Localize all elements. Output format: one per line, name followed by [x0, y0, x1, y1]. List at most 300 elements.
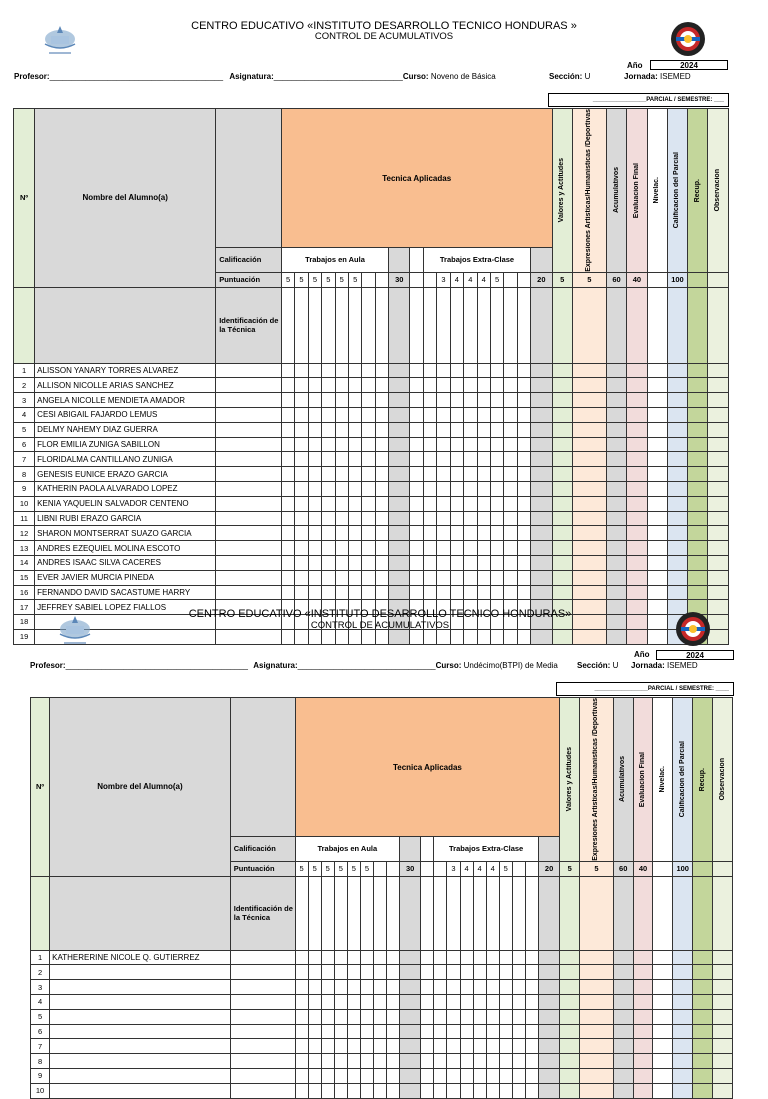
grade-cell[interactable]	[633, 980, 653, 995]
grade-cell[interactable]	[437, 570, 450, 585]
identificacion-cell[interactable]	[437, 287, 450, 363]
grade-cell[interactable]	[490, 378, 503, 393]
grade-cell[interactable]	[360, 1039, 373, 1054]
parcial-semestre-field[interactable]: ________________PARCIAL / SEMESTRE: ____	[556, 682, 734, 696]
grade-cell[interactable]	[613, 950, 633, 965]
grade-cell[interactable]	[348, 393, 361, 408]
grade-cell[interactable]	[627, 437, 647, 452]
grade-cell[interactable]	[525, 994, 538, 1009]
grade-cell[interactable]	[295, 585, 308, 600]
grade-cell[interactable]	[447, 980, 460, 995]
grade-cell[interactable]	[308, 407, 321, 422]
grade-cell[interactable]	[504, 407, 517, 422]
grade-cell[interactable]	[477, 407, 490, 422]
grade-cell[interactable]	[216, 437, 282, 452]
grade-cell[interactable]	[281, 570, 294, 585]
grade-cell[interactable]	[477, 437, 490, 452]
grade-cell[interactable]	[347, 1024, 360, 1039]
grade-cell[interactable]	[688, 407, 708, 422]
grade-cell[interactable]	[347, 1039, 360, 1054]
grade-cell[interactable]	[460, 980, 473, 995]
grade-cell[interactable]	[308, 994, 321, 1009]
grade-cell[interactable]	[708, 481, 729, 496]
grade-cell[interactable]	[437, 393, 450, 408]
grade-cell[interactable]	[499, 1039, 512, 1054]
grade-cell[interactable]	[517, 422, 530, 437]
grade-cell[interactable]	[490, 496, 503, 511]
grade-cell[interactable]	[437, 437, 450, 452]
grade-cell[interactable]	[606, 437, 626, 452]
grade-cell[interactable]	[335, 555, 348, 570]
grade-cell[interactable]	[389, 363, 410, 378]
grade-cell[interactable]	[477, 481, 490, 496]
grade-cell[interactable]	[322, 585, 335, 600]
grade-cell[interactable]	[447, 994, 460, 1009]
grade-cell[interactable]	[375, 378, 388, 393]
grade-cell[interactable]	[335, 422, 348, 437]
grade-cell[interactable]	[693, 1009, 713, 1024]
grade-cell[interactable]	[512, 965, 525, 980]
grade-cell[interactable]	[230, 1068, 295, 1083]
grade-cell[interactable]	[437, 511, 450, 526]
grade-cell[interactable]	[423, 526, 436, 541]
grade-cell[interactable]	[423, 393, 436, 408]
grade-cell[interactable]	[400, 980, 421, 995]
grade-cell[interactable]	[713, 1009, 733, 1024]
grade-cell[interactable]	[708, 422, 729, 437]
grade-cell[interactable]	[552, 481, 572, 496]
grade-cell[interactable]	[531, 363, 552, 378]
grade-cell[interactable]	[295, 437, 308, 452]
grade-cell[interactable]	[450, 393, 463, 408]
grade-cell[interactable]	[606, 363, 626, 378]
grade-cell[interactable]	[464, 541, 477, 556]
grade-cell[interactable]	[688, 526, 708, 541]
grade-cell[interactable]	[387, 1039, 400, 1054]
grade-cell[interactable]	[281, 422, 294, 437]
grade-cell[interactable]	[308, 452, 321, 467]
grade-cell[interactable]	[447, 1039, 460, 1054]
grade-cell[interactable]	[348, 496, 361, 511]
grade-cell[interactable]	[389, 496, 410, 511]
grade-cell[interactable]	[525, 1009, 538, 1024]
grade-cell[interactable]	[531, 437, 552, 452]
grade-cell[interactable]	[464, 555, 477, 570]
grade-cell[interactable]	[216, 407, 282, 422]
grade-cell[interactable]	[216, 481, 282, 496]
grade-cell[interactable]	[688, 363, 708, 378]
grade-cell[interactable]	[477, 467, 490, 482]
grade-cell[interactable]	[517, 496, 530, 511]
grade-cell[interactable]	[572, 452, 606, 467]
grade-cell[interactable]	[308, 422, 321, 437]
grade-cell[interactable]	[400, 1068, 421, 1083]
grade-cell[interactable]	[531, 467, 552, 482]
grade-cell[interactable]	[517, 393, 530, 408]
grade-cell[interactable]	[281, 407, 294, 422]
grade-cell[interactable]	[308, 965, 321, 980]
grade-cell[interactable]	[477, 541, 490, 556]
grade-cell[interactable]	[647, 437, 667, 452]
grade-cell[interactable]	[486, 1068, 499, 1083]
grade-cell[interactable]	[308, 437, 321, 452]
grade-cell[interactable]	[627, 378, 647, 393]
grade-cell[interactable]	[437, 422, 450, 437]
grade-cell[interactable]	[708, 363, 729, 378]
grade-cell[interactable]	[572, 585, 606, 600]
grade-cell[interactable]	[335, 467, 348, 482]
grade-cell[interactable]	[348, 555, 361, 570]
grade-cell[interactable]	[713, 994, 733, 1009]
grade-cell[interactable]	[375, 407, 388, 422]
grade-cell[interactable]	[308, 980, 321, 995]
grade-cell[interactable]	[387, 1083, 400, 1098]
grade-cell[interactable]	[517, 378, 530, 393]
grade-cell[interactable]	[688, 511, 708, 526]
grade-cell[interactable]	[606, 526, 626, 541]
grade-cell[interactable]	[281, 481, 294, 496]
grade-cell[interactable]	[334, 994, 347, 1009]
grade-cell[interactable]	[216, 467, 282, 482]
grade-cell[interactable]	[560, 1083, 580, 1098]
grade-cell[interactable]	[375, 496, 388, 511]
grade-cell[interactable]	[688, 452, 708, 467]
profesor-blank[interactable]: _________________________________________	[65, 661, 248, 670]
grade-cell[interactable]	[572, 481, 606, 496]
grade-cell[interactable]	[552, 422, 572, 437]
grade-cell[interactable]	[308, 1054, 321, 1069]
grade-cell[interactable]	[580, 965, 614, 980]
grade-cell[interactable]	[473, 1054, 486, 1069]
grade-cell[interactable]	[464, 452, 477, 467]
grade-cell[interactable]	[473, 965, 486, 980]
grade-cell[interactable]	[504, 526, 517, 541]
grade-cell[interactable]	[308, 1024, 321, 1039]
grade-cell[interactable]	[389, 452, 410, 467]
grade-cell[interactable]	[653, 1068, 673, 1083]
grade-cell[interactable]	[373, 1024, 386, 1039]
grade-cell[interactable]	[647, 422, 667, 437]
grade-cell[interactable]	[499, 1024, 512, 1039]
grade-cell[interactable]	[580, 1054, 614, 1069]
grade-cell[interactable]	[295, 496, 308, 511]
grade-cell[interactable]	[322, 467, 335, 482]
grade-cell[interactable]	[216, 555, 282, 570]
grade-cell[interactable]	[606, 422, 626, 437]
grade-cell[interactable]	[580, 1024, 614, 1039]
grade-cell[interactable]	[633, 1054, 653, 1069]
grade-cell[interactable]	[216, 511, 282, 526]
grade-cell[interactable]	[486, 950, 499, 965]
grade-cell[interactable]	[606, 585, 626, 600]
grade-cell[interactable]	[447, 1068, 460, 1083]
grade-cell[interactable]	[531, 526, 552, 541]
grade-cell[interactable]	[373, 980, 386, 995]
grade-cell[interactable]	[335, 585, 348, 600]
grade-cell[interactable]	[400, 1083, 421, 1098]
grade-cell[interactable]	[389, 526, 410, 541]
grade-cell[interactable]	[334, 1083, 347, 1098]
grade-cell[interactable]	[389, 378, 410, 393]
grade-cell[interactable]	[230, 994, 295, 1009]
grade-cell[interactable]	[673, 1083, 693, 1098]
grade-cell[interactable]	[572, 363, 606, 378]
grade-cell[interactable]	[486, 965, 499, 980]
grade-cell[interactable]	[347, 965, 360, 980]
grade-cell[interactable]	[230, 1083, 295, 1098]
grade-cell[interactable]	[708, 541, 729, 556]
grade-cell[interactable]	[538, 994, 559, 1009]
grade-cell[interactable]	[464, 363, 477, 378]
grade-cell[interactable]	[375, 526, 388, 541]
grade-cell[interactable]	[504, 496, 517, 511]
grade-cell[interactable]	[321, 1009, 334, 1024]
grade-cell[interactable]	[230, 950, 295, 965]
grade-cell[interactable]	[560, 965, 580, 980]
grade-cell[interactable]	[308, 1068, 321, 1083]
grade-cell[interactable]	[572, 467, 606, 482]
grade-cell[interactable]	[437, 555, 450, 570]
grade-cell[interactable]	[613, 1024, 633, 1039]
grade-cell[interactable]	[512, 1039, 525, 1054]
grade-cell[interactable]	[373, 1068, 386, 1083]
grade-cell[interactable]	[295, 1083, 308, 1098]
grade-cell[interactable]	[362, 481, 375, 496]
grade-cell[interactable]	[281, 452, 294, 467]
grade-cell[interactable]	[321, 1083, 334, 1098]
grade-cell[interactable]	[360, 1024, 373, 1039]
grade-cell[interactable]	[613, 1068, 633, 1083]
grade-cell[interactable]	[389, 422, 410, 437]
grade-cell[interactable]	[606, 407, 626, 422]
grade-cell[interactable]	[473, 950, 486, 965]
grade-cell[interactable]	[347, 994, 360, 1009]
identificacion-cell[interactable]	[308, 876, 321, 950]
grade-cell[interactable]	[348, 481, 361, 496]
grade-cell[interactable]	[490, 363, 503, 378]
grade-cell[interactable]	[464, 585, 477, 600]
grade-cell[interactable]	[667, 541, 687, 556]
grade-cell[interactable]	[423, 467, 436, 482]
asignatura-blank[interactable]: _____________________________	[273, 72, 403, 81]
grade-cell[interactable]	[673, 1039, 693, 1054]
grade-cell[interactable]	[708, 393, 729, 408]
grade-cell[interactable]	[295, 422, 308, 437]
grade-cell[interactable]	[437, 585, 450, 600]
grade-cell[interactable]	[308, 481, 321, 496]
grade-cell[interactable]	[647, 555, 667, 570]
grade-cell[interactable]	[434, 980, 447, 995]
grade-cell[interactable]	[460, 1024, 473, 1039]
grade-cell[interactable]	[647, 393, 667, 408]
grade-cell[interactable]	[627, 555, 647, 570]
identificacion-cell[interactable]	[490, 287, 503, 363]
grade-cell[interactable]	[517, 526, 530, 541]
grade-cell[interactable]	[560, 994, 580, 1009]
grade-cell[interactable]	[295, 1009, 308, 1024]
grade-cell[interactable]	[400, 950, 421, 965]
grade-cell[interactable]	[362, 437, 375, 452]
grade-cell[interactable]	[477, 526, 490, 541]
identificacion-cell[interactable]	[387, 876, 400, 950]
grade-cell[interactable]	[423, 437, 436, 452]
grade-cell[interactable]	[335, 378, 348, 393]
grade-cell[interactable]	[322, 570, 335, 585]
grade-cell[interactable]	[572, 407, 606, 422]
grade-cell[interactable]	[362, 570, 375, 585]
grade-cell[interactable]	[647, 511, 667, 526]
grade-cell[interactable]	[486, 1009, 499, 1024]
grade-cell[interactable]	[216, 378, 282, 393]
grade-cell[interactable]	[667, 378, 687, 393]
grade-cell[interactable]	[693, 1054, 713, 1069]
grade-cell[interactable]	[216, 452, 282, 467]
grade-cell[interactable]	[647, 526, 667, 541]
grade-cell[interactable]	[552, 511, 572, 526]
grade-cell[interactable]	[335, 570, 348, 585]
grade-cell[interactable]	[504, 555, 517, 570]
grade-cell[interactable]	[504, 467, 517, 482]
grade-cell[interactable]	[400, 1054, 421, 1069]
grade-cell[interactable]	[423, 481, 436, 496]
grade-cell[interactable]	[281, 378, 294, 393]
grade-cell[interactable]	[373, 1054, 386, 1069]
grade-cell[interactable]	[387, 980, 400, 995]
grade-cell[interactable]	[580, 994, 614, 1009]
grade-cell[interactable]	[517, 467, 530, 482]
grade-cell[interactable]	[633, 994, 653, 1009]
grade-cell[interactable]	[460, 994, 473, 1009]
grade-cell[interactable]	[423, 570, 436, 585]
grade-cell[interactable]	[295, 467, 308, 482]
grade-cell[interactable]	[490, 555, 503, 570]
grade-cell[interactable]	[348, 437, 361, 452]
grade-cell[interactable]	[387, 1068, 400, 1083]
identificacion-cell[interactable]	[375, 287, 388, 363]
grade-cell[interactable]	[552, 393, 572, 408]
grade-cell[interactable]	[389, 585, 410, 600]
identificacion-cell[interactable]	[321, 876, 334, 950]
grade-cell[interactable]	[606, 541, 626, 556]
grade-cell[interactable]	[334, 1068, 347, 1083]
grade-cell[interactable]	[693, 1083, 713, 1098]
grade-cell[interactable]	[387, 1024, 400, 1039]
grade-cell[interactable]	[400, 965, 421, 980]
grade-cell[interactable]	[348, 378, 361, 393]
grade-cell[interactable]	[216, 585, 282, 600]
grade-cell[interactable]	[450, 363, 463, 378]
grade-cell[interactable]	[460, 1068, 473, 1083]
grade-cell[interactable]	[464, 526, 477, 541]
grade-cell[interactable]	[335, 511, 348, 526]
grade-cell[interactable]	[627, 585, 647, 600]
grade-cell[interactable]	[473, 994, 486, 1009]
grade-cell[interactable]	[667, 511, 687, 526]
grade-cell[interactable]	[531, 422, 552, 437]
grade-cell[interactable]	[360, 1068, 373, 1083]
grade-cell[interactable]	[708, 496, 729, 511]
grade-cell[interactable]	[627, 393, 647, 408]
grade-cell[interactable]	[335, 452, 348, 467]
grade-cell[interactable]	[688, 378, 708, 393]
grade-cell[interactable]	[375, 467, 388, 482]
grade-cell[interactable]	[322, 407, 335, 422]
grade-cell[interactable]	[673, 950, 693, 965]
grade-cell[interactable]	[347, 1009, 360, 1024]
grade-cell[interactable]	[486, 994, 499, 1009]
grade-cell[interactable]	[464, 422, 477, 437]
grade-cell[interactable]	[362, 526, 375, 541]
grade-cell[interactable]	[375, 541, 388, 556]
grade-cell[interactable]	[308, 1009, 321, 1024]
grade-cell[interactable]	[334, 1009, 347, 1024]
grade-cell[interactable]	[434, 950, 447, 965]
grade-cell[interactable]	[633, 1068, 653, 1083]
grade-cell[interactable]	[295, 407, 308, 422]
grade-cell[interactable]	[321, 1024, 334, 1039]
grade-cell[interactable]	[308, 526, 321, 541]
grade-cell[interactable]	[572, 541, 606, 556]
grade-cell[interactable]	[688, 422, 708, 437]
grade-cell[interactable]	[295, 1068, 308, 1083]
grade-cell[interactable]	[434, 1039, 447, 1054]
grade-cell[interactable]	[486, 1024, 499, 1039]
grade-cell[interactable]	[627, 496, 647, 511]
grade-cell[interactable]	[490, 526, 503, 541]
grade-cell[interactable]	[281, 526, 294, 541]
grade-cell[interactable]	[447, 1009, 460, 1024]
grade-cell[interactable]	[653, 1039, 673, 1054]
grade-cell[interactable]	[667, 481, 687, 496]
grade-cell[interactable]	[375, 422, 388, 437]
grade-cell[interactable]	[633, 1039, 653, 1054]
grade-cell[interactable]	[375, 585, 388, 600]
grade-cell[interactable]	[437, 541, 450, 556]
grade-cell[interactable]	[552, 407, 572, 422]
grade-cell[interactable]	[627, 452, 647, 467]
grade-cell[interactable]	[512, 1068, 525, 1083]
grade-cell[interactable]	[335, 407, 348, 422]
grade-cell[interactable]	[708, 452, 729, 467]
grade-cell[interactable]	[708, 585, 729, 600]
grade-cell[interactable]	[464, 378, 477, 393]
grade-cell[interactable]	[321, 980, 334, 995]
grade-cell[interactable]	[437, 467, 450, 482]
grade-cell[interactable]	[713, 1083, 733, 1098]
grade-cell[interactable]	[389, 393, 410, 408]
grade-cell[interactable]	[387, 950, 400, 965]
grade-cell[interactable]	[389, 511, 410, 526]
grade-cell[interactable]	[447, 1054, 460, 1069]
grade-cell[interactable]	[667, 422, 687, 437]
grade-cell[interactable]	[281, 585, 294, 600]
grade-cell[interactable]	[295, 570, 308, 585]
grade-cell[interactable]	[512, 1054, 525, 1069]
grade-cell[interactable]	[486, 980, 499, 995]
grade-cell[interactable]	[613, 1039, 633, 1054]
grade-cell[interactable]	[321, 1068, 334, 1083]
grade-cell[interactable]	[335, 541, 348, 556]
grade-cell[interactable]	[423, 541, 436, 556]
grade-cell[interactable]	[423, 407, 436, 422]
grade-cell[interactable]	[400, 994, 421, 1009]
grade-cell[interactable]	[216, 526, 282, 541]
grade-cell[interactable]	[400, 1039, 421, 1054]
grade-cell[interactable]	[708, 467, 729, 482]
grade-cell[interactable]	[347, 1068, 360, 1083]
grade-cell[interactable]	[667, 393, 687, 408]
grade-cell[interactable]	[713, 980, 733, 995]
